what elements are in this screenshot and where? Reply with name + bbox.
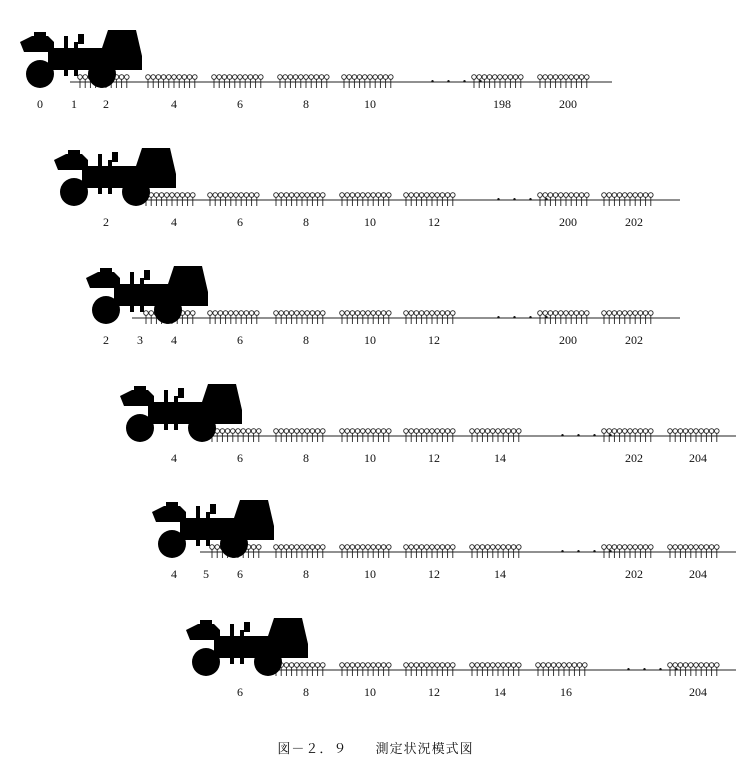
position-label: 4: [171, 333, 177, 347]
position-label: 1: [71, 97, 77, 111]
plant-group: [470, 545, 521, 558]
position-label: 6: [237, 333, 243, 347]
position-label: 6: [237, 97, 243, 111]
position-label: 8: [303, 333, 309, 347]
figure-label: 図－２．９: [277, 742, 348, 757]
ellipsis: ・・・・: [492, 310, 557, 325]
plant-group: [274, 545, 325, 558]
plant-group: [212, 75, 263, 88]
position-label: 202: [625, 215, 643, 229]
plant-group: [470, 663, 521, 676]
position-label: 12: [428, 685, 440, 699]
position-label: 8: [303, 215, 309, 229]
position-label: 4: [171, 451, 177, 465]
position-label: 16: [560, 685, 572, 699]
position-label: 10: [364, 333, 376, 347]
position-label: 12: [428, 451, 440, 465]
position-label: 8: [303, 685, 309, 699]
position-label: 200: [559, 215, 577, 229]
position-label: 10: [364, 567, 376, 581]
plant-group: [404, 193, 455, 206]
plant-group: [340, 311, 391, 324]
plant-group: [340, 545, 391, 558]
position-label: 10: [364, 97, 376, 111]
plant-group: [668, 545, 719, 558]
plant-group: [340, 429, 391, 442]
position-label: 200: [559, 97, 577, 111]
plant-group: [146, 75, 197, 88]
plant-group: [274, 429, 325, 442]
plant-group: [340, 663, 391, 676]
figure-caption: [0, 738, 751, 757]
plant-group: [404, 545, 455, 558]
plant-group: [208, 311, 259, 324]
position-label: 2: [103, 97, 109, 111]
plant-group: [208, 193, 259, 206]
rows-layer: [20, 30, 736, 699]
position-label: 6: [237, 567, 243, 581]
position-label: 14: [494, 567, 506, 581]
position-label: 5: [203, 567, 209, 581]
position-label: 204: [689, 451, 707, 465]
position-label: 3: [137, 333, 143, 347]
plant-group: [274, 311, 325, 324]
plant-group: [538, 75, 589, 88]
position-label: 202: [625, 451, 643, 465]
plant-group: [278, 75, 329, 88]
row-6: [186, 618, 736, 699]
position-label: 6: [237, 215, 243, 229]
plant-group: [668, 429, 719, 442]
ellipsis: ・・・・: [622, 662, 687, 677]
position-label: 10: [364, 451, 376, 465]
position-label: 14: [494, 685, 506, 699]
position-label: 6: [237, 685, 243, 699]
ellipsis: ・・・・: [556, 428, 621, 443]
row-4: [120, 384, 736, 465]
position-label: 12: [428, 567, 440, 581]
plant-group: [340, 193, 391, 206]
plant-group: [404, 663, 455, 676]
plant-group: [602, 311, 653, 324]
position-label: 200: [559, 333, 577, 347]
ellipsis: ・・・・: [426, 74, 491, 89]
plant-group: [210, 429, 261, 442]
plant-group: [274, 193, 325, 206]
position-label: 12: [428, 333, 440, 347]
position-label: 204: [689, 567, 707, 581]
position-label: 202: [625, 333, 643, 347]
position-label: 198: [493, 97, 511, 111]
row-1: [20, 30, 612, 111]
plant-group: [404, 311, 455, 324]
position-label: 8: [303, 567, 309, 581]
position-label: 4: [171, 215, 177, 229]
position-label: 204: [689, 685, 707, 699]
plant-group: [536, 663, 587, 676]
plant-group: [342, 75, 393, 88]
position-label: 8: [303, 451, 309, 465]
position-label: 4: [171, 97, 177, 111]
figure-title: 測定状況模式図: [375, 742, 474, 757]
position-label: 4: [171, 567, 177, 581]
row-3: [86, 266, 680, 347]
plant-group: [404, 429, 455, 442]
row-2: [54, 148, 680, 229]
plant-group: [144, 193, 195, 206]
plant-group: [470, 429, 521, 442]
position-label: 2: [103, 333, 109, 347]
position-label: 8: [303, 97, 309, 111]
position-label: 10: [364, 215, 376, 229]
position-label: 14: [494, 451, 506, 465]
position-label: 6: [237, 451, 243, 465]
position-label: 12: [428, 215, 440, 229]
ellipsis: ・・・・: [556, 544, 621, 559]
position-label: 10: [364, 685, 376, 699]
position-label: 0: [37, 97, 43, 111]
plant-group: [602, 193, 653, 206]
position-label: 2: [103, 215, 109, 229]
position-label: 202: [625, 567, 643, 581]
row-5: [152, 500, 736, 581]
ellipsis: ・・・・: [492, 192, 557, 207]
